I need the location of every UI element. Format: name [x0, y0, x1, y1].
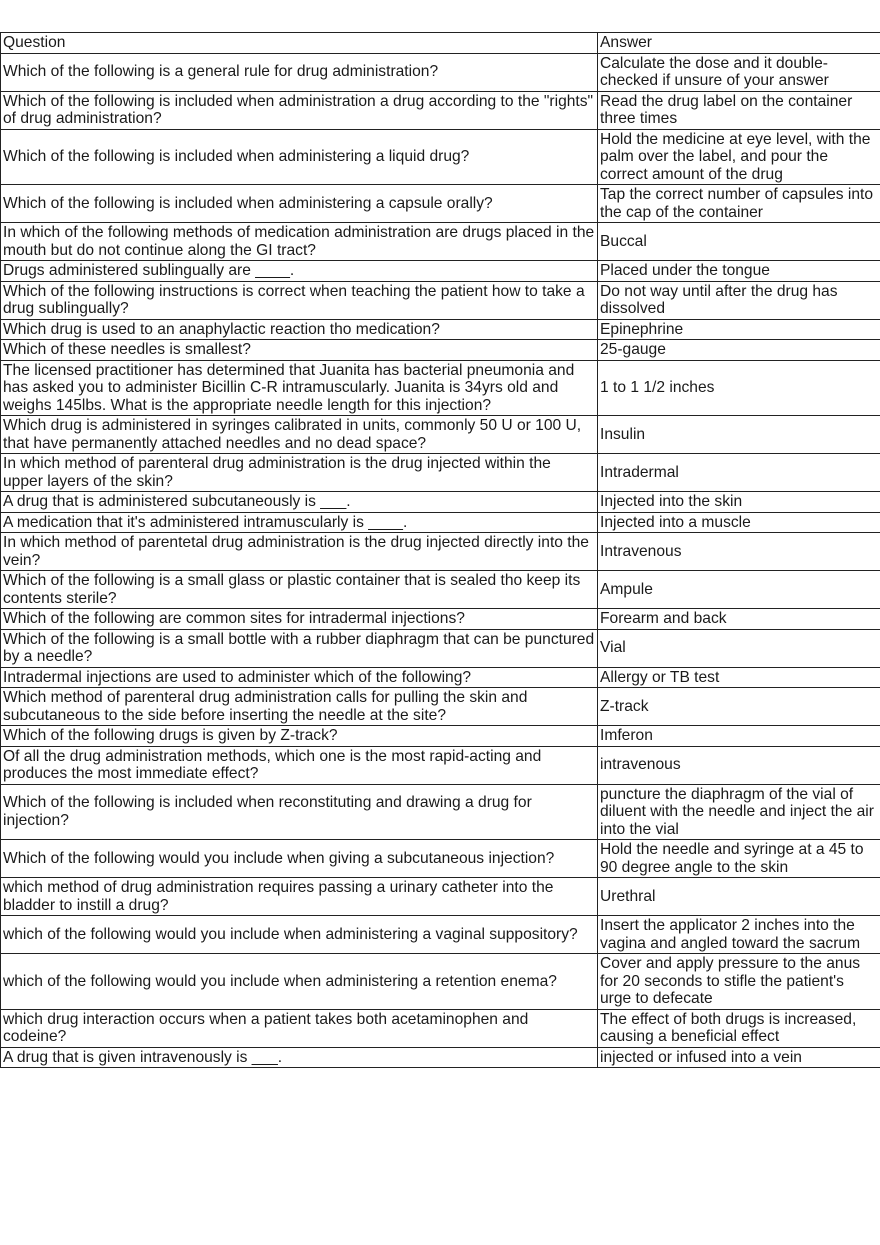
- question-cell: A drug that is given intravenously is ___.: [1, 1047, 598, 1068]
- answer-cell: The effect of both drugs is increased, causing a beneficial effect: [598, 1009, 880, 1047]
- question-cell: Drugs administered sublingually are ____.: [1, 261, 598, 282]
- answer-cell: Cover and apply pressure to the anus for 20 seconds to stifle the patient's urge to defecate: [598, 954, 880, 1010]
- table-row: [1, 533, 880, 571]
- answer-cell: Hold the needle and syringe at a 45 to 90 degree angle to the skin: [598, 840, 880, 878]
- answer-cell: Epinephrine: [598, 319, 880, 340]
- table-row: [1, 185, 880, 223]
- table-row: [1, 454, 880, 492]
- table-row: [1, 416, 880, 454]
- table-row: [1, 784, 880, 840]
- table-row: [1, 916, 880, 954]
- question-cell: which drug interaction occurs when a patient takes both acetaminophen and codeine?: [1, 1009, 598, 1047]
- answer-cell: Do not way until after the drug has dissolved: [598, 281, 880, 319]
- answer-cell: Allergy or TB test: [598, 667, 880, 688]
- question-cell: Which drug is used to an anaphylactic reaction tho medication?: [1, 319, 598, 340]
- answer-cell: puncture the diaphragm of the vial of diluent with the needle and inject the air into the vial: [598, 784, 880, 840]
- table-row: [1, 609, 880, 630]
- table-row: [1, 91, 880, 129]
- table-row: [1, 840, 880, 878]
- qa-table-body: [1, 33, 880, 1068]
- answer-cell: Intradermal: [598, 454, 880, 492]
- answer-cell: Calculate the dose and it double-checked if unsure of your answer: [598, 53, 880, 91]
- question-cell: which method of drug administration requires passing a urinary catheter into the bladder to instill a drug?: [1, 878, 598, 916]
- question-cell: Which of the following instructions is correct when teaching the patient how to take a drug sublingually?: [1, 281, 598, 319]
- answer-cell: Buccal: [598, 223, 880, 261]
- answer-cell: Z-track: [598, 688, 880, 726]
- answer-cell: intravenous: [598, 746, 880, 784]
- question-cell: Which of the following is included when reconstituting and drawing a drug for injection?: [1, 784, 598, 840]
- question-cell: Of all the drug administration methods, which one is the most rapid-acting and produces the most immediate effect?: [1, 746, 598, 784]
- question-cell: Which method of parenteral drug administration calls for pulling the skin and subcutaneous to the side before inserting the needle at the site?: [1, 688, 598, 726]
- answer-cell: Insulin: [598, 416, 880, 454]
- answer-cell: Urethral: [598, 878, 880, 916]
- answer-header: Answer: [598, 33, 880, 54]
- question-cell: which of the following would you include when administering a vaginal suppository?: [1, 916, 598, 954]
- answer-cell: Intravenous: [598, 533, 880, 571]
- answer-cell: Injected into the skin: [598, 492, 880, 513]
- answer-cell: injected or infused into a vein: [598, 1047, 880, 1068]
- answer-cell: Injected into a muscle: [598, 512, 880, 533]
- question-cell: Which of the following is a general rule for drug administration?: [1, 53, 598, 91]
- table-row: [1, 340, 880, 361]
- question-cell: Which of the following is included when administering a capsule orally?: [1, 185, 598, 223]
- answer-cell: Read the drug label on the container three times: [598, 91, 880, 129]
- answer-cell: 25-gauge: [598, 340, 880, 361]
- question-cell: Which of the following are common sites for intradermal injections?: [1, 609, 598, 630]
- table-row: [1, 512, 880, 533]
- question-cell: A medication that it's administered intramuscularly is ____.: [1, 512, 598, 533]
- table-row: [1, 954, 880, 1010]
- table-row: [1, 223, 880, 261]
- table-row: [1, 878, 880, 916]
- answer-cell: Imferon: [598, 726, 880, 747]
- table-row: [1, 1047, 880, 1068]
- header-row: [1, 33, 880, 54]
- answer-cell: Forearm and back: [598, 609, 880, 630]
- answer-cell: Vial: [598, 629, 880, 667]
- answer-cell: Tap the correct number of capsules into the cap of the container: [598, 185, 880, 223]
- question-cell: Which drug is administered in syringes calibrated in units, commonly 50 U or 100 U, that have permanently attached needles and no dead space?: [1, 416, 598, 454]
- question-cell: Which of these needles is smallest?: [1, 340, 598, 361]
- question-cell: Which of the following drugs is given by Z-track?: [1, 726, 598, 747]
- qa-table: [0, 32, 880, 1068]
- question-cell: Which of the following is a small bottle with a rubber diaphragm that can be punctured by a needle?: [1, 629, 598, 667]
- table-row: [1, 492, 880, 513]
- answer-cell: Placed under the tongue: [598, 261, 880, 282]
- question-cell: In which method of parenteral drug administration is the drug injected within the upper layers of the skin?: [1, 454, 598, 492]
- table-row: [1, 688, 880, 726]
- table-row: [1, 726, 880, 747]
- question-cell: The licensed practitioner has determined that Juanita has bacterial pneumonia and has asked you to administer Bicillin C-R intramuscularly. Juanita is 34yrs old and weighs 145lbs. What is the appropriate needle length for this injection?: [1, 360, 598, 416]
- table-row: [1, 261, 880, 282]
- question-cell: In which method of parentetal drug administration is the drug injected directly into the vein?: [1, 533, 598, 571]
- question-cell: Intradermal injections are used to administer which of the following?: [1, 667, 598, 688]
- table-row: [1, 281, 880, 319]
- question-cell: Which of the following is a small glass or plastic container that is sealed tho keep its contents sterile?: [1, 571, 598, 609]
- question-header: Question: [1, 33, 598, 54]
- question-cell: Which of the following is included when administering a liquid drug?: [1, 129, 598, 185]
- answer-cell: Hold the medicine at eye level, with the palm over the label, and pour the correct amount of the drug: [598, 129, 880, 185]
- question-cell: Which of the following would you include when giving a subcutaneous injection?: [1, 840, 598, 878]
- table-row: [1, 629, 880, 667]
- table-row: [1, 129, 880, 185]
- table-row: [1, 746, 880, 784]
- table-row: [1, 571, 880, 609]
- table-row: [1, 319, 880, 340]
- answer-cell: Insert the applicator 2 inches into the vagina and angled toward the sacrum: [598, 916, 880, 954]
- question-cell: A drug that is administered subcutaneously is ___.: [1, 492, 598, 513]
- question-cell: Which of the following is included when administration a drug according to the "rights" of drug administration?: [1, 91, 598, 129]
- table-row: [1, 360, 880, 416]
- question-cell: In which of the following methods of medication administration are drugs placed in the mouth but do not continue along the GI tract?: [1, 223, 598, 261]
- answer-cell: 1 to 1 1/2 inches: [598, 360, 880, 416]
- table-row: [1, 667, 880, 688]
- table-row: [1, 53, 880, 91]
- table-row: [1, 1009, 880, 1047]
- question-cell: which of the following would you include when administering a retention enema?: [1, 954, 598, 1010]
- answer-cell: Ampule: [598, 571, 880, 609]
